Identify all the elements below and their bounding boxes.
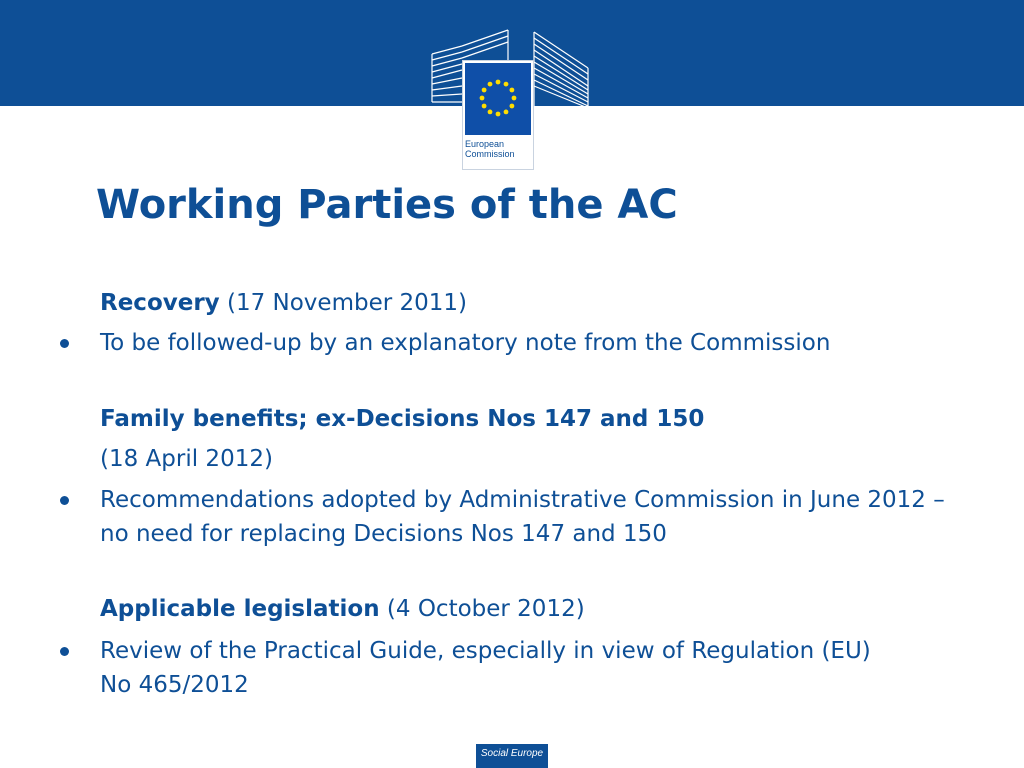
heading-date-text: (18 April 2012) — [100, 446, 273, 472]
eu-flag-icon — [465, 63, 531, 135]
section-heading-family-benefits — [100, 402, 704, 436]
heading-bold-text: Family benefits; ex-Decisions Nos 147 and 150 — [100, 406, 705, 432]
bullet-item: Recommendations adopted by Administrative Commission in June 2012 – no need for replacing Decisions Nos 147 and 150 — [100, 487, 945, 547]
bullet-dot-icon — [60, 339, 69, 348]
bullet-item: Review of the Practical Guide, especially in view of Regulation (EU) No 465/2012 — [100, 638, 871, 698]
logo-wordmark: European Commission — [465, 139, 515, 159]
section-date-line — [100, 442, 273, 476]
bullet-dot-icon — [60, 647, 69, 656]
heading-bold-text: Applicable legislation — [100, 596, 380, 622]
slide-title: Working Parties of the AC — [96, 182, 678, 228]
heading-date-text: (4 October 2012) — [379, 596, 585, 622]
section-heading-recovery — [100, 286, 467, 320]
social-europe-badge: Social Europe — [476, 744, 548, 768]
logo-card — [462, 60, 534, 170]
bullet-dot-icon — [60, 496, 69, 505]
section-heading-applicable-legislation — [100, 592, 585, 626]
bullet-item: To be followed-up by an explanatory note from the Commission — [100, 330, 831, 356]
european-commission-logo — [428, 28, 596, 159]
heading-bold-text: Recovery — [100, 290, 220, 316]
heading-date-text: (17 November 2011) — [219, 290, 468, 316]
